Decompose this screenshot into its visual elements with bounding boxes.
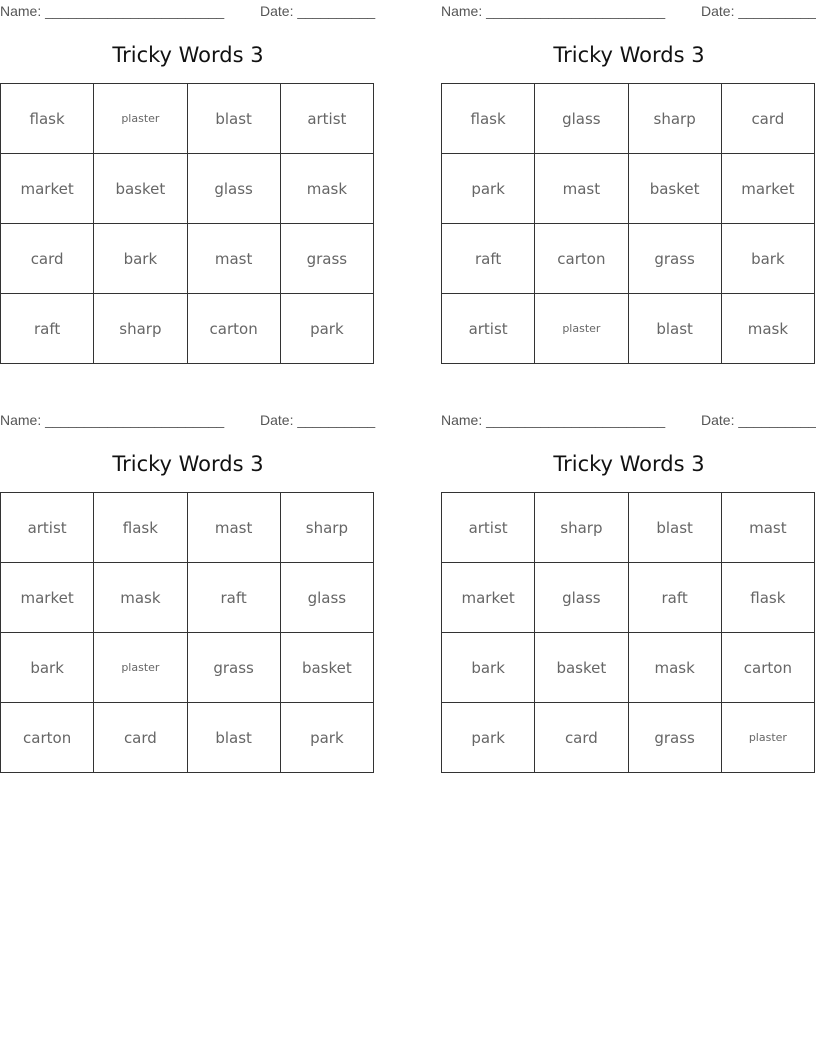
grid-cell: artist	[280, 84, 373, 154]
grid-cell: sharp	[628, 84, 721, 154]
grid-cell: mast	[187, 493, 280, 563]
grid-cell: flask	[721, 563, 814, 633]
grid-row	[442, 563, 815, 633]
grid-cell: market	[721, 154, 814, 224]
grid-cell: bark	[1, 633, 94, 703]
name-field-label: Name: _______________________	[441, 412, 666, 428]
grid-row	[442, 84, 815, 154]
grid-cell: grass	[628, 224, 721, 294]
grid-row	[442, 703, 815, 773]
grid-cell: flask	[442, 84, 535, 154]
grid-cell: mask	[628, 633, 721, 703]
grid-cell: plaster	[94, 633, 187, 703]
grid-cell: sharp	[535, 493, 628, 563]
grid-cell: market	[442, 563, 535, 633]
grid-cell: bark	[721, 224, 814, 294]
date-field-label: Date: __________	[260, 3, 376, 19]
grid-cell: blast	[187, 703, 280, 773]
grid-cell: carton	[721, 633, 814, 703]
grid-row	[1, 154, 374, 224]
card-title: Tricky Words 3	[112, 43, 264, 67]
name-field-label: Name: _______________________	[0, 3, 225, 19]
grid-cell: raft	[1, 294, 94, 364]
grid-cell: market	[1, 563, 94, 633]
name-field-label: Name: _______________________	[0, 412, 225, 428]
grid-cell: blast	[187, 84, 280, 154]
grid-row	[1, 224, 374, 294]
grid-cell: basket	[280, 633, 373, 703]
grid-cell: blast	[628, 294, 721, 364]
grid-cell: mask	[721, 294, 814, 364]
grid-cell: grass	[280, 224, 373, 294]
grid-row	[1, 563, 374, 633]
name-field-label: Name: _______________________	[441, 3, 666, 19]
grid-row	[1, 294, 374, 364]
grid-cell: flask	[1, 84, 94, 154]
grid-row	[442, 154, 815, 224]
grid-cell: artist	[442, 493, 535, 563]
word-grid	[0, 492, 374, 773]
grid-cell: park	[442, 154, 535, 224]
grid-cell: carton	[535, 224, 628, 294]
grid-row	[1, 633, 374, 703]
date-field-label: Date: __________	[260, 412, 376, 428]
grid-cell: plaster	[721, 703, 814, 773]
date-field-label: Date: __________	[701, 3, 816, 19]
grid-cell: basket	[535, 633, 628, 703]
card-title: Tricky Words 3	[112, 452, 264, 476]
grid-cell: mast	[721, 493, 814, 563]
grid-cell: artist	[1, 493, 94, 563]
grid-cell: plaster	[94, 84, 187, 154]
grid-cell: plaster	[535, 294, 628, 364]
card-title: Tricky Words 3	[553, 43, 705, 67]
grid-cell: carton	[187, 294, 280, 364]
grid-cell: mast	[187, 224, 280, 294]
grid-row	[1, 84, 374, 154]
grid-row	[442, 224, 815, 294]
grid-cell: basket	[94, 154, 187, 224]
grid-row	[442, 633, 815, 703]
grid-cell: bark	[94, 224, 187, 294]
grid-cell: blast	[628, 493, 721, 563]
grid-cell: sharp	[280, 493, 373, 563]
grid-cell: grass	[628, 703, 721, 773]
grid-cell: basket	[628, 154, 721, 224]
word-grid	[441, 83, 815, 364]
grid-cell: card	[721, 84, 814, 154]
grid-cell: sharp	[94, 294, 187, 364]
grid-cell: park	[280, 703, 373, 773]
grid-cell: mask	[94, 563, 187, 633]
word-grid	[0, 83, 374, 364]
grid-cell: park	[280, 294, 373, 364]
grid-row	[442, 294, 815, 364]
grid-cell: raft	[187, 563, 280, 633]
grid-cell: raft	[442, 224, 535, 294]
word-grid	[441, 492, 815, 773]
grid-cell: card	[94, 703, 187, 773]
grid-cell: flask	[94, 493, 187, 563]
grid-cell: grass	[187, 633, 280, 703]
grid-cell: card	[535, 703, 628, 773]
grid-cell: bark	[442, 633, 535, 703]
grid-cell: glass	[280, 563, 373, 633]
grid-cell: mask	[280, 154, 373, 224]
grid-cell: card	[1, 224, 94, 294]
grid-cell: glass	[535, 563, 628, 633]
grid-cell: glass	[535, 84, 628, 154]
grid-cell: glass	[187, 154, 280, 224]
grid-row	[1, 703, 374, 773]
grid-cell: market	[1, 154, 94, 224]
grid-row	[442, 493, 815, 563]
card-title: Tricky Words 3	[553, 452, 705, 476]
date-field-label: Date: __________	[701, 412, 816, 428]
grid-cell: park	[442, 703, 535, 773]
grid-row	[1, 493, 374, 563]
grid-cell: carton	[1, 703, 94, 773]
grid-cell: artist	[442, 294, 535, 364]
grid-cell: mast	[535, 154, 628, 224]
grid-cell: raft	[628, 563, 721, 633]
